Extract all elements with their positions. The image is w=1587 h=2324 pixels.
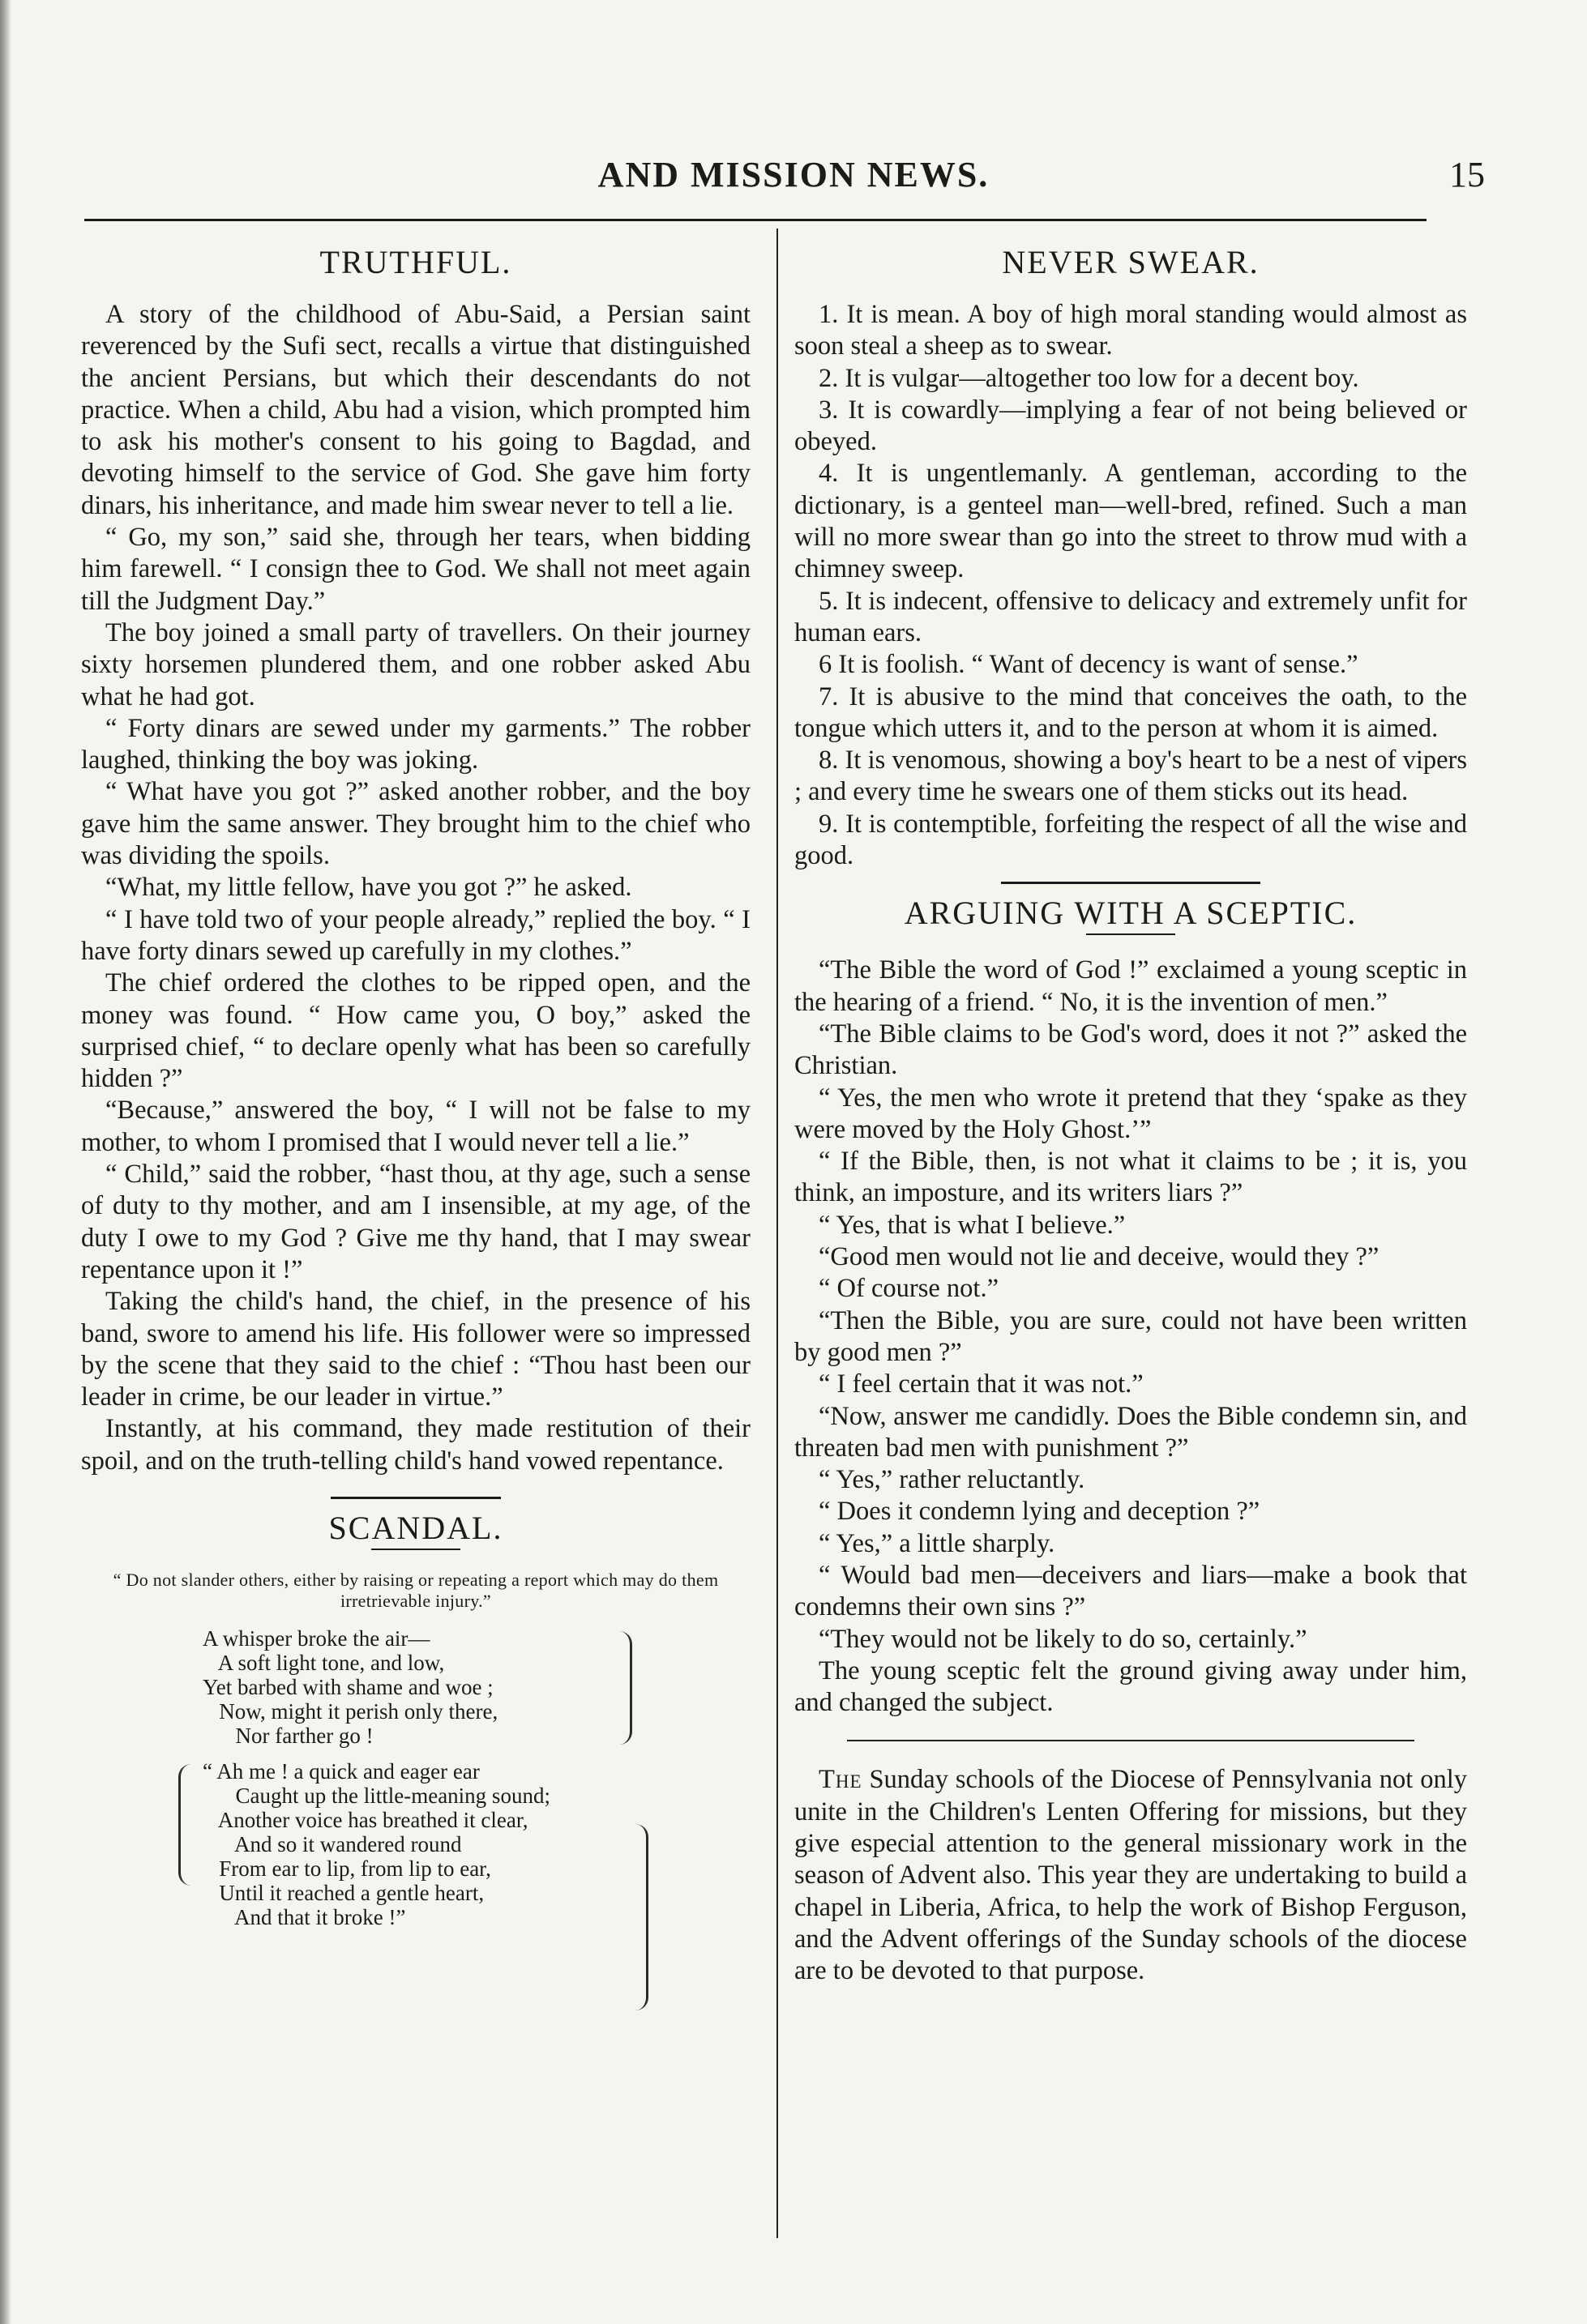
list-item: 1. It is mean. A boy of high moral standing would almost as soon steal a sheep as to swear. — [794, 300, 1467, 361]
poem-line: From ear to lip, from lip to ear, — [203, 1856, 491, 1881]
poem-line: A whisper broke the air— — [203, 1626, 430, 1651]
poem-line: “ Ah me ! a quick and eager ear — [203, 1758, 480, 1784]
notice-lead-word: The — [819, 1765, 862, 1795]
poem-line: And that it broke !” — [203, 1904, 406, 1929]
running-head-title: AND MISSION NEWS. — [597, 155, 990, 194]
paragraph: “ Yes, that is what I believe.” — [819, 1210, 1126, 1240]
left-column — [81, 243, 751, 1941]
list-item: 2. It is vulgar—altogether too low for a decent boy. — [819, 363, 1359, 393]
paragraph: “ Does it condemn lying and deception ?” — [819, 1497, 1260, 1527]
article-body-truthful — [81, 299, 751, 1477]
article-body-sceptic — [794, 955, 1467, 1719]
section-divider — [331, 1497, 501, 1499]
paragraph: Taking the child's hand, the chief, in the presence of his band, swore to amend his life. His follower were so impressed by the scene that they said to the chief : “Thou hast been our leader in crime, be our leader in virtue.” — [81, 1287, 751, 1412]
paragraph: “Because,” answered the boy, “ I will not be false to my mother, to whom I promised that I would never tell a lie.” — [81, 1096, 751, 1157]
binding-edge — [0, 0, 11, 2324]
paragraph: “ I feel certain that it was not.” — [819, 1369, 1144, 1399]
brace-mark — [618, 1631, 632, 1745]
paragraph: “ Yes,” a little sharply. — [819, 1528, 1055, 1558]
poem-stanza-1 — [203, 1626, 608, 1748]
poem-line: Caught up the little-meaning sound; — [203, 1783, 550, 1808]
paragraph: “ I have told two of your people already,” replied the boy. “ I have forty dinars sewed up carefully in my clothes.” — [81, 904, 751, 966]
paragraph: “The Bible claims to be God's word, does it not ?” asked the Christian. — [794, 1019, 1467, 1081]
poem-line: Another voice has breathed it clear, — [203, 1807, 528, 1832]
paragraph: Instantly, at his command, they made restitution of their spoil, and on the truth-telling child's hand vowed repentance. — [81, 1414, 751, 1476]
paragraph: “ Go, my son,” said she, through her tears, when bidding him farewell. “ I consign thee to God. We shall not meet again till the Judgment Day.” — [81, 523, 751, 616]
paragraph: A story of the childhood of Abu-Said, a Persian saint reverenced by the Sufi sect, recalls a virtue that distinguished the ancient Persians, but which their descendants do not practice. When a child, Abu had a vision, which prompted him to ask his mother's consent to his going to Bagdad, and devoting himself to the service of God. She gave him forty dinars, his inheritance, and made him swear never to tell a lie. — [81, 300, 751, 520]
article-truthful — [81, 243, 751, 1477]
paragraph: “Good men would not lie and deceive, would they ?” — [819, 1242, 1380, 1272]
right-column — [794, 243, 1467, 1988]
section-divider — [1001, 882, 1260, 884]
list-item: 9. It is contemptible, forfeiting the respect of all the wise and good. — [794, 809, 1467, 871]
paragraph: “ Would bad men—deceivers and liars—make a book that condemns their own sins ?” — [794, 1560, 1467, 1622]
paragraph: “Now, answer me candidly. Does the Bible condemn sin, and threaten bad men with punishment ?” — [794, 1401, 1467, 1463]
column-rule — [776, 229, 778, 2238]
article-title-scandal: SCANDAL. — [328, 1509, 503, 1546]
list-item: 6 It is foolish. “ Want of decency is want of sense.” — [819, 650, 1358, 680]
section-divider — [847, 1740, 1414, 1741]
article-title-truthful: TRUTHFUL. — [319, 244, 512, 280]
notice-paragraph — [794, 1764, 1467, 1987]
paragraph: “ If the Bible, then, is not what it claims to be ; it is, you think, an imposture, and its writers liars ?” — [794, 1147, 1467, 1208]
list-item: 4. It is ungentlemanly. A gentleman, according to the dictionary, is a genteel man—well-bred, refined. Such a man will no more swear than go into the street to throw mud with a chimney sweep. — [794, 459, 1467, 584]
brace-mark — [178, 1764, 192, 1886]
poem-line: Now, might it perish only there, — [203, 1698, 498, 1724]
list-item: 7. It is abusive to the mind that conceives the oath, to the tongue which utters it, and to the person at whom it is aimed. — [794, 681, 1467, 743]
paragraph: “The Bible the word of God !” exclaimed a young sceptic in the hearing of a friend. “ No, it is the invention of men.” — [794, 955, 1467, 1017]
brace-mark — [635, 1824, 648, 2010]
title-underline — [1086, 933, 1175, 935]
poem-line: Until it reached a gentle heart, — [203, 1880, 485, 1905]
paragraph: “ What have you got ?” asked another robber, and the boy gave him the same answer. They brought him to the chief who was dividing the spoils. — [81, 777, 751, 871]
running-head — [81, 154, 1506, 203]
page-number: 15 — [1449, 155, 1485, 194]
diocese-notice — [794, 1764, 1467, 1987]
article-sceptic — [794, 894, 1467, 1719]
paragraph: “ Yes, the men who wrote it pretend that they ‘spake as they were moved by the Holy Ghost.’” — [794, 1083, 1467, 1144]
paragraph: “ Child,” said the robber, “hast thou, at thy age, such a sense of duty to thy mother, and am I insensible, at my age, of the duty I owe to my God ? Give me thy hand, that I may swear repentance upon it !” — [81, 1160, 751, 1284]
list-item: 5. It is indecent, offensive to delicacy and extremely unfit for human ears. — [794, 586, 1467, 647]
head-rule — [84, 219, 1427, 221]
scandal-poem — [203, 1626, 608, 1929]
article-title-never-swear: NEVER SWEAR. — [1002, 244, 1260, 280]
paragraph: “ Forty dinars are sewed under my garments.” The robber laughed, thinking the boy was joking. — [81, 713, 751, 775]
paragraph: “What, my little fellow, have you got ?” he asked. — [105, 873, 632, 903]
poem-line: Nor farther go ! — [203, 1723, 374, 1748]
paragraph: “Then the Bible, you are sure, could not have been written by good men ?” — [794, 1305, 1467, 1367]
poem-line: And so it wandered round — [203, 1831, 462, 1856]
list-item: 3. It is cowardly—implying a fear of not being believed or obeyed. — [794, 395, 1467, 457]
paragraph: “ Of course not.” — [819, 1274, 999, 1304]
article-scandal — [81, 1509, 751, 1929]
poem-stanza-2 — [203, 1759, 608, 1929]
title-underline — [371, 1549, 460, 1550]
scandal-epigraph: “ Do not slander others, either by raising or repeating a report which may do them irretrievable injury.” — [113, 1569, 719, 1611]
poem-line: Yet barbed with shame and woe ; — [203, 1674, 494, 1699]
article-never-swear — [794, 243, 1467, 872]
article-body-never-swear — [794, 299, 1467, 872]
paragraph: “ Yes,” rather reluctantly. — [819, 1465, 1085, 1495]
paragraph: The young sceptic felt the ground giving away under him, and changed the subject. — [794, 1655, 1467, 1718]
notice-text: Sunday schools of the Diocese of Pennsylvania not only unite in the Children's Lenten Offering for missions, but they give especial attention to the general missionary work in the season of Advent also. This year they are undertaking to build a chapel in Liberia, Africa, to help the work of Bishop Ferguson, and the Advent offerings of the Sunday schools of the diocese are to be devoted to that purpose. — [794, 1765, 1467, 1986]
paragraph: The boy joined a small party of travellers. On their journey sixty horsemen plundered them, and one robber asked Abu what he had got. — [81, 617, 751, 711]
paragraph: “They would not be likely to do so, certainly.” — [819, 1624, 1307, 1654]
list-item: 8. It is venomous, showing a boy's heart to be a nest of vipers ; and every time he swears one of them sticks out its head. — [794, 745, 1467, 807]
paragraph: The chief ordered the clothes to be ripped open, and the money was found. “ How came you, O boy,” asked the surprised chief, “ to declare openly what has been so carefully hidden ?” — [81, 968, 751, 1094]
article-title-sceptic: ARGUING WITH A SCEPTIC. — [904, 895, 1358, 932]
poem-line: A soft light tone, and low, — [203, 1650, 445, 1675]
